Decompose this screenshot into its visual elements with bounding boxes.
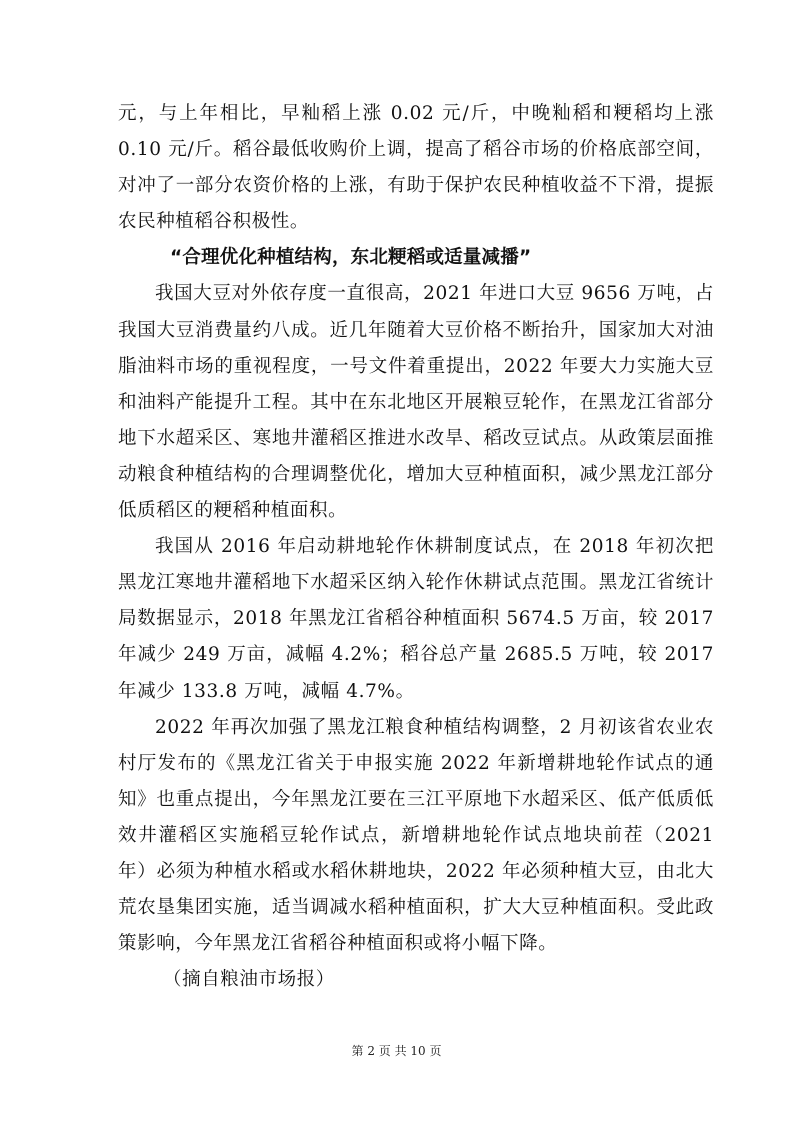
- article-body: [118, 96, 714, 998]
- page-number-footer: 第 2 页 共 10 页: [351, 1044, 442, 1058]
- section-heading: “合理优化种植结构，东北粳稻或适量减播”: [170, 247, 532, 269]
- paragraph-continued: 元，与上年相比，早籼稻上涨 0.02 元/斤，中晚籼稻和粳稻均上涨 0.10 元/斤。稻谷最低收购价上调，提高了稻谷市场的价格底部空间，对冲了一部分农资价格的上涨，有助于保护农民种植收益不下滑，提振农民种植稻谷积极性。: [118, 103, 714, 233]
- paragraph-2022-adjustment: 2022 年再次加强了黑龙江粮食种植结构调整，2 月初该省农业农村厅发布的《黑龙江省关于申报实施 2022 年新增耕地轮作试点的通知》也重点提出，今年黑龙江要在三江平原地下水超采区、低产低质低效井灌稻区实施稻豆轮作试点，新增耕地轮作试点地块前茬（2021 年）必须为种植水稻或水稻休耕地块，2022 年必须种植大豆，由北大荒农垦集团实施，适当调减水稻种植面积，扩大大豆种植面积。受此政策影响，今年黑龙江省稻谷种植面积或将小幅下降。: [118, 716, 714, 955]
- source-note: （摘自粮油市场报）: [163, 969, 335, 991]
- paragraph-rotation-pilot: 我国从 2016 年启动耕地轮作休耕制度试点，在 2018 年初次把黑龙江寒地井灌稻地下水超采区纳入轮作休耕试点范围。黑龙江省统计局数据显示，2018 年黑龙江省稻谷种植面积 5674.5 万亩，较 2017 年减少 249 万亩，减幅 4.2%；稻谷总产量 2685.5 万吨，较 2017 年减少 133.8 万吨，减幅 4.7%。: [118, 536, 714, 702]
- paragraph-soybean: 我国大豆对外依存度一直很高，2021 年进口大豆 9656 万吨，占我国大豆消费量约八成。近几年随着大豆价格不断抬升，国家加大对油脂油料市场的重视程度，一号文件着重提出，2022 年要大力实施大豆和油料产能提升工程。其中在东北地区开展粮豆轮作，在黑龙江省部分地下水超采区、寒地井灌稻区推进水改旱、稻改豆试点。从政策层面推动粮食种植结构的合理调整优化，增加大豆种植面积，减少黑龙江部分低质稻区的粳稻种植面积。: [118, 283, 714, 522]
